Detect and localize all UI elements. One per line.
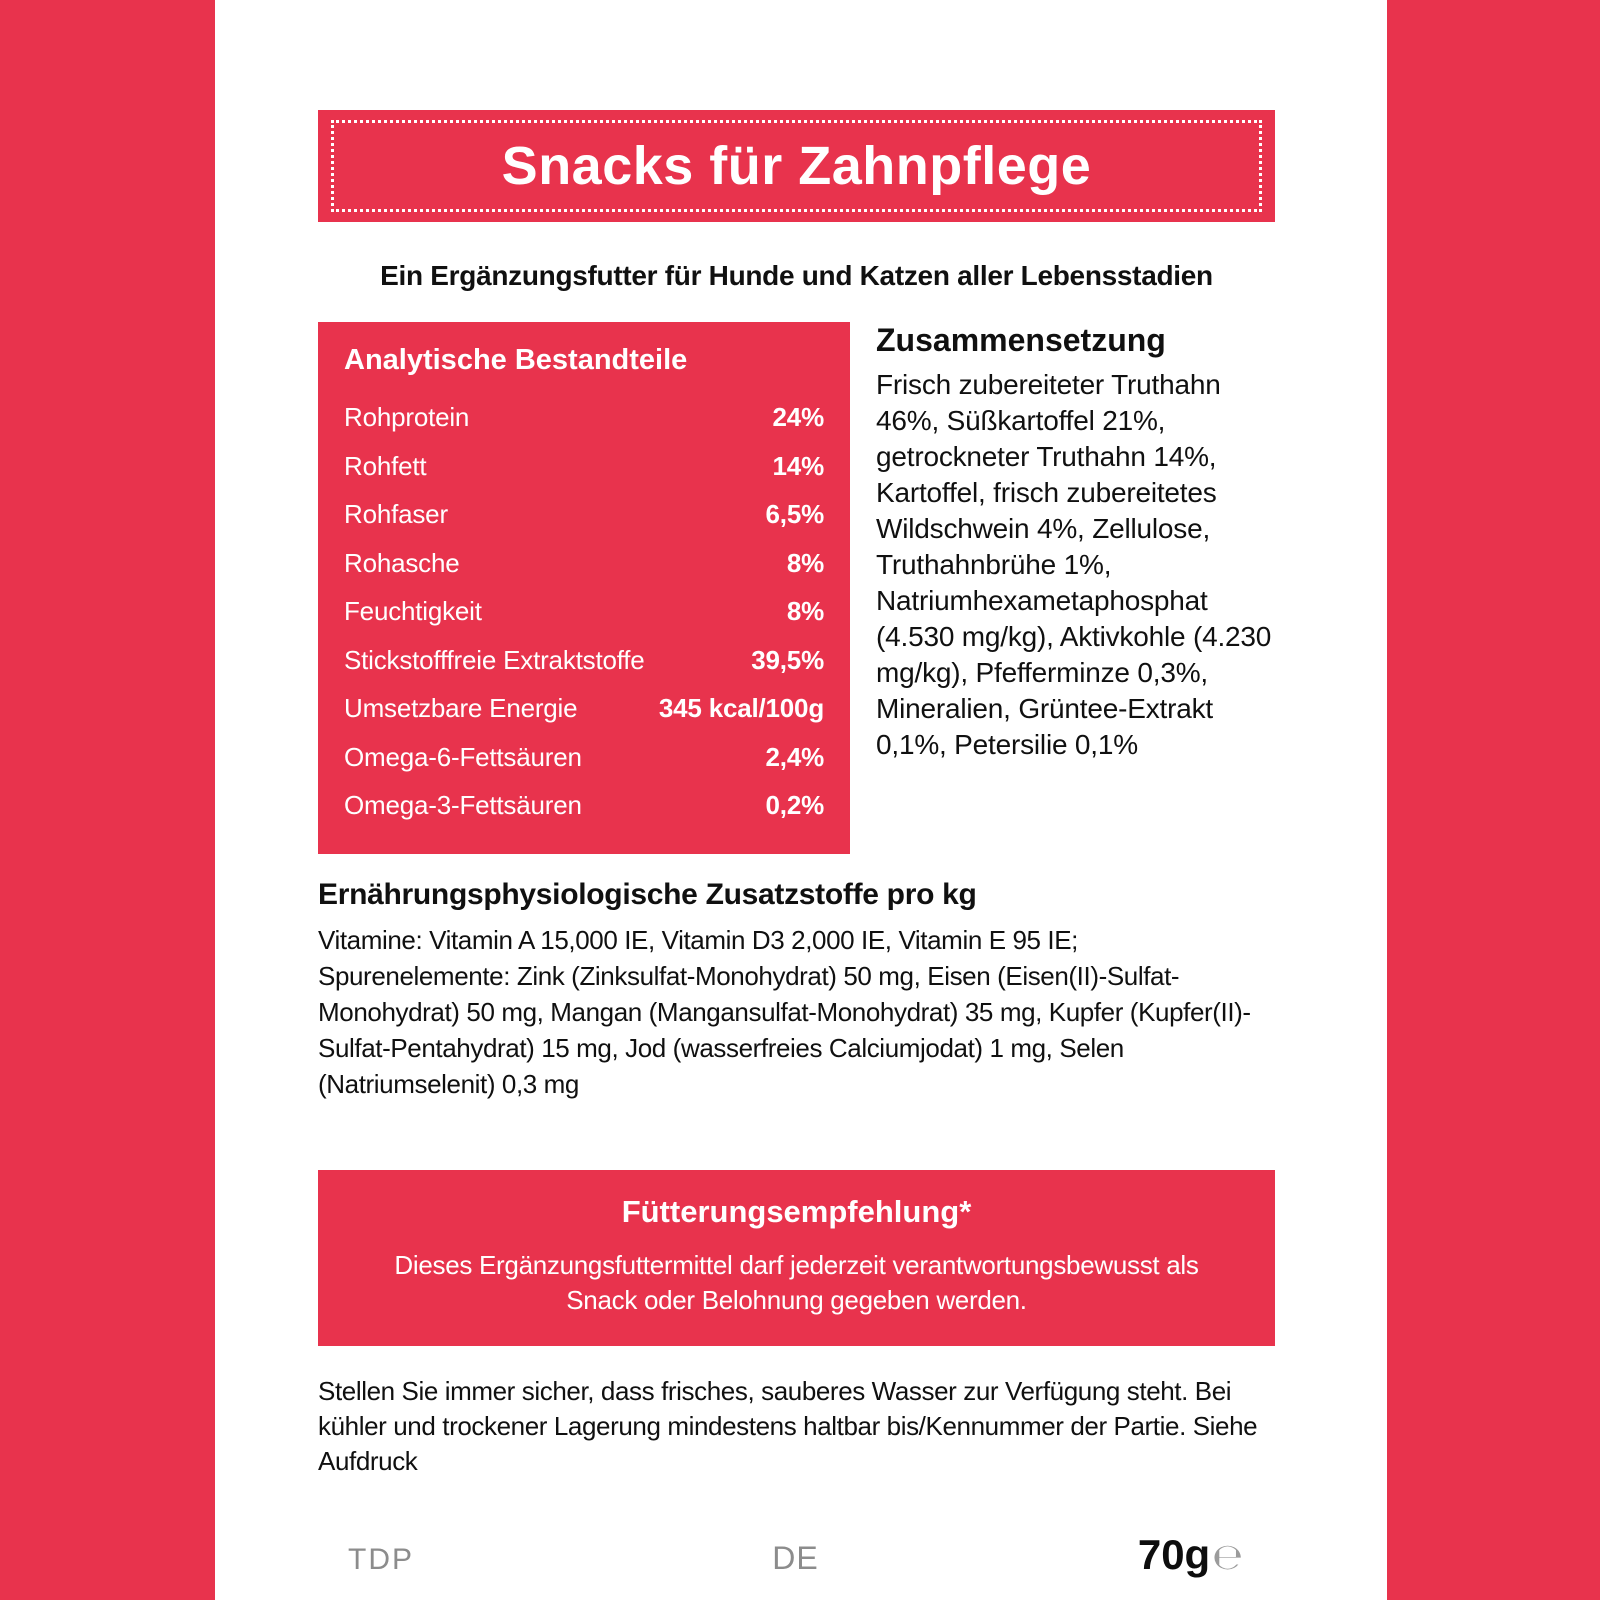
main-columns bbox=[318, 322, 1275, 854]
row-value: 6,5% bbox=[765, 499, 824, 529]
row-label: Stickstofffreie Extraktstoffe bbox=[344, 644, 645, 675]
row-value: 14% bbox=[772, 450, 824, 481]
red-band-right bbox=[1387, 0, 1600, 1600]
red-band-left bbox=[0, 0, 215, 1600]
table-row bbox=[344, 684, 824, 733]
feeding-text: Dieses Ergänzungsfuttermittel darf jederzeit verantwortungsbewusst als Snack oder Belohnung gegeben werden. bbox=[394, 1249, 1199, 1315]
estimated-sign: ℮ bbox=[1212, 1536, 1243, 1578]
table-row bbox=[344, 587, 824, 636]
row-label: Rohprotein bbox=[344, 402, 470, 432]
composition-section bbox=[876, 322, 1275, 854]
row-label: Rohfaser bbox=[344, 499, 448, 529]
row-label: Umsetzbare Energie bbox=[344, 693, 578, 723]
table-row bbox=[344, 490, 824, 539]
row-label: Feuchtigkeit bbox=[344, 596, 482, 626]
additives-section bbox=[318, 878, 1275, 1102]
row-value: 0,2% bbox=[765, 790, 824, 820]
table-row bbox=[344, 733, 824, 782]
additives-text: Vitamine: Vitamin A 15,000 IE, Vitamin D3 2,000 IE, Vitamin E 95 IE; Spurenelemente: Zink (Zinksulfat-Monohydrat) 50 mg, Eisen (Eisen(II)-Sulfat-Monohydrat) 50 mg, Mangan (Mangansulfat-Monohydrat) 35 mg, Kupfer (Kupfer(II)-Sulfat-Pentahydrat) 15 mg, Jod (wasserfreies Calciumjodat) 1 mg, Selen (Natriumselenit) 0,3 mg bbox=[318, 924, 1251, 1099]
additives-heading: Ernährungsphysiologische Zusatzstoffe pro kg bbox=[318, 877, 977, 911]
net-weight-value: 70g bbox=[1137, 1530, 1211, 1578]
row-value: 39,5% bbox=[751, 644, 824, 675]
table-row bbox=[344, 539, 824, 588]
row-value: 8% bbox=[786, 547, 824, 578]
composition-text: Frisch zubereiteter Truthahn 46%, Süßkartoffel 21%, getrockneter Truthahn 14%, Kartoffel, frisch zubereitetes Wildschwein 4%, Zellulose, Truthahnbrühe 1%, Natriumhexametaphosphat (4.530 mg/kg), Aktivkohle (4.230 mg/kg), Pfefferminze 0,3%, Mineralien, Grüntee-Extrakt 0,1%, Petersilie 0,1% bbox=[876, 369, 1272, 760]
row-label: Omega-6-Fettsäuren bbox=[344, 741, 582, 772]
table-row bbox=[344, 393, 824, 442]
table-row bbox=[344, 636, 824, 685]
row-label: Rohasche bbox=[344, 547, 460, 578]
product-title: Snacks für Zahnpflege bbox=[501, 136, 1092, 196]
row-label: Omega-3-Fettsäuren bbox=[344, 790, 582, 820]
feeding-recommendation-box bbox=[318, 1170, 1275, 1346]
storage-note: Stellen Sie immer sicher, dass frisches, sauberes Wasser zur Verfügung steht. Bei kühler und trockener Lagerung mindestens haltbar bis/Kennummer der Partie. Siehe Aufdruck bbox=[318, 1375, 1258, 1476]
label-panel bbox=[215, 0, 1387, 1600]
product-title-banner bbox=[318, 110, 1275, 222]
footer-language-code: DE bbox=[772, 1539, 819, 1576]
row-value: 24% bbox=[772, 402, 824, 432]
row-label: Rohfett bbox=[344, 450, 427, 481]
label-content bbox=[318, 0, 1275, 1579]
net-weight bbox=[945, 1531, 1275, 1579]
table-row bbox=[344, 442, 824, 491]
footer-code-tdp: TDP bbox=[348, 1542, 414, 1576]
row-value: 2,4% bbox=[765, 741, 824, 772]
analytical-constituents-box bbox=[318, 322, 850, 854]
table-row bbox=[344, 781, 824, 830]
analytical-heading: Analytische Bestandteile bbox=[344, 344, 688, 376]
row-value: 345 kcal/100g bbox=[658, 693, 824, 723]
product-subtitle: Ein Ergänzungsfutter für Hunde und Katzen aller Lebensstadien bbox=[380, 260, 1213, 291]
composition-heading: Zusammensetzung bbox=[876, 322, 1166, 358]
feeding-heading: Fütterungsempfehlung* bbox=[621, 1193, 972, 1229]
footer-row bbox=[318, 1531, 1275, 1579]
row-value: 8% bbox=[786, 596, 824, 626]
